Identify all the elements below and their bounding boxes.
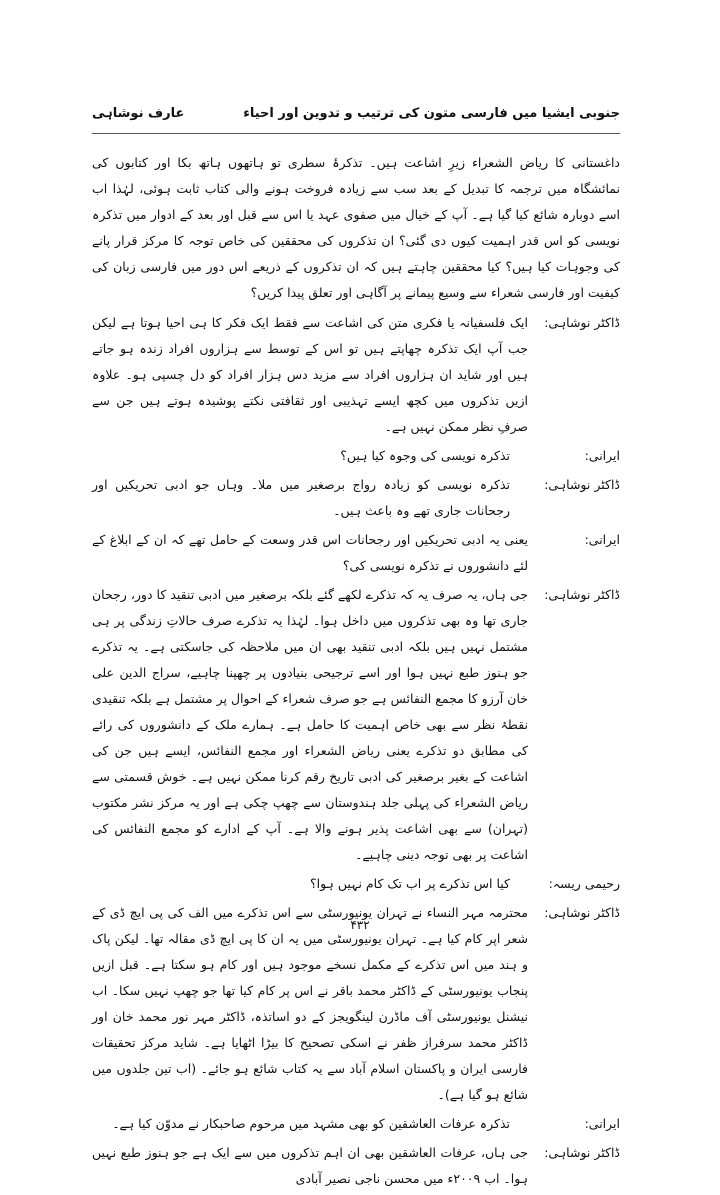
document-body <box>92 150 620 1195</box>
header-title: جنوبی ایشیا میں فارسی متون کی ترتیب و تدوین اور احیاء <box>243 106 620 121</box>
speaker-text: کیا اس تذکرے پر اب تک کام نہیں ہوا؟ <box>309 876 510 891</box>
speaker-label: ایرانی: <box>584 1116 620 1131</box>
dialogue-turn <box>92 1140 620 1192</box>
dialogue-turn <box>92 472 620 524</box>
speaker-label: رحیمی ریسہ: <box>548 876 620 891</box>
dialogue-turn <box>92 1111 620 1137</box>
speaker-label: ڈاکٹر نوشاہی: <box>544 1145 620 1160</box>
speaker-text: تذکرہ نویسی کو زیادہ رواج برصغیر میں ملا۔ وہاں جو ادبی تحریکیں اور رجحانات جاری تھے وہ باعث ہیں۔ <box>92 477 510 518</box>
speaker-label: ڈاکٹر نوشاہی: <box>544 905 620 920</box>
interview-dialogue <box>92 310 620 1192</box>
speaker-label: ایرانی: <box>584 448 620 463</box>
dialogue-turn <box>92 527 620 579</box>
speaker-label: ڈاکٹر نوشاہی: <box>544 477 620 492</box>
speaker-text: تذکرہ عرفات العاشقین کو بھی مشہد میں مرحوم صاحبکار نے مدوّن کیا ہے۔ <box>112 1116 510 1131</box>
speaker-label: ایرانی: <box>584 532 620 547</box>
intro-paragraph: داغستانی کا ریاض الشعراء زیرِ اشاعت ہیں۔ تذکرۂ سطری تو ہاتھوں ہاتھ بکا اور کتابوں کی نمائشگاہ میں ترجمہ کا تبدیل کے بعد سب سے زیادہ فروخت ہونے والی کتاب ثابت ہوئی، لہٰذا اب اسے دوبارہ شائع کیا گیا ہے۔ آپ کے خیال میں صفوی عہد یا اس سے قبل اور بعد کے ادوار میں تذکرہ نویسی کو اس قدر اہمیت کیوں دی گئی؟ ان تذکروں کی محققین کی خاص توجہ کا مرکز قرار پانے کی وجوہات کیا ہیں؟ کیا محققین چاہتے ہیں کہ ان تذکروں کے ذریعے اس دور میں فارسی زبان کی کیفیت اور فارسی شعراء سے وسیع پیمانے پر آگاہی اور تعلق پیدا کریں؟ <box>92 155 620 300</box>
speaker-text: تذکرہ نویسی کی وجوہ کیا ہیں؟ <box>340 448 510 463</box>
speaker-text: جی ہاں، یہ صرف یہ کہ تذکرے لکھے گئے بلکہ برصغیر میں ادبی تنقید کا دور، رجحان جاری تھا وہ بھی تذکروں میں داخل ہوا۔ لہٰذا یہ تذکرے صرف حالاتِ زندگی پر ہی مشتمل نہیں ہیں بلکہ ادبی تنقید بھی ان میں ملاحظہ کی جاسکتی ہے۔ یہ تذکرے جو ہنوز طبع نہیں ہوا اور اسے ترجیحی بنیادوں پر چھپنا چاہیے، سراج الدین علی خان آرزو کا مجمع النفائس ہے جو صرف شعراء کے احوال پر مشتمل ہے بلکہ تنقیدی نقطۂ نظر سے بھی خاص اہمیت کا حامل ہے۔ ہمارے ملک کے دانشوروں کی رائے کی مطابق دو تذکرے یعنی ریاض الشعراء اور مجمع النفائس، ایسے ہیں جن کی اشاعت کے بغیر برصغیر کی ادبی تاریخ رقم کرنا ممکن نہیں ہے۔ خوش قسمتی سے ریاض الشعراء کی پہلی جلد ہندوستان سے چھپ چکی ہے اور یہ مرکز نشر مکتوب (تہران) سے بھی اشاعت پذیر ہونے والا ہے۔ آپ کے ادارے کو مجمع النفائس کی اشاعت پر بھی توجہ دینی چاہیے۔ <box>92 587 528 862</box>
page-number: ۴۳۲ <box>350 918 370 932</box>
speaker-text: جی ہاں، عرفات العاشقین بھی ان اہم تذکروں میں سے ایک ہے جو ہنوز طبع نہیں ہوا۔ اب ۲۰۰۹ء میں محسن ناجی نصیر آبادی <box>92 1145 528 1186</box>
speaker-text: ایک فلسفیانہ یا فکری متن کی اشاعت سے فقط ایک فکر کا ہی احیا ہوتا ہے لیکن جب آپ ایک تذکرہ چھاپتے ہیں تو اس کے توسط سے ہزاروں افراد زندہ ہو جاتے ہیں اور شاید ان ہزاروں افراد سے مزید دس ہزار افراد کو دل چسپی ہو۔ علاوہ ازیں تذکروں میں کچھ ایسے تہذیبی اور ثقافتی نکتے پوشیدہ ہوتے ہیں جن سے صرفِ نظر ممکن نہیں ہے۔ <box>92 315 528 434</box>
speaker-label: ڈاکٹر نوشاہی: <box>544 587 620 602</box>
dialogue-turn <box>92 310 620 440</box>
speaker-label: ڈاکٹر نوشاہی: <box>544 315 620 330</box>
speaker-text: یعنی یہ ادبی تحریکیں اور رجحانات اس قدر وسعت کے حامل تھے کہ ان کے ابلاغ کے لئے دانشوروں نے تذکرہ نویسی کی؟ <box>92 532 528 573</box>
dialogue-turn <box>92 871 620 897</box>
dialogue-turn <box>92 443 620 469</box>
header-author: عارف نوشاہی <box>92 106 185 121</box>
speaker-text: محترمہ مہر النساء نے تہران یونیورسٹی سے اس تذکرے میں الف کی پی ایچ ڈی کے شعر اپر کام کیا ہے۔ تہران یونیورسٹی میں یہ ان کا پی ایچ ڈی مقالہ تھا۔ لیکن پاک و ہند میں اس تذکرے کے مکمل نسخے موجود ہیں اور کام ہو سکتا ہے۔ قبل ازیں پنجاب یونیورسٹی کے ڈاکٹر محمد باقر نے اس پر کام کیا تھا جو چھپ نہیں سکا۔ اب نیشنل یونیورسٹی آف ماڈرن لینگویجز کے دو اساتذہ، ڈاکٹر مہر نور محمد خان اور ڈاکٹر محمد سرفراز ظفر نے اسکی تصحیح کا بیڑا اٹھایا ہے۔ شاید مرکز تحقیقات فارسی ایران و پاکستان اسلام آباد سے یہ کتاب شائع ہو جائے۔ (اب تین جلدوں میں شائع ہو گیا ہے)۔ <box>92 905 528 1102</box>
running-header <box>92 106 620 121</box>
header-rule <box>92 133 620 134</box>
dialogue-turn <box>92 582 620 868</box>
